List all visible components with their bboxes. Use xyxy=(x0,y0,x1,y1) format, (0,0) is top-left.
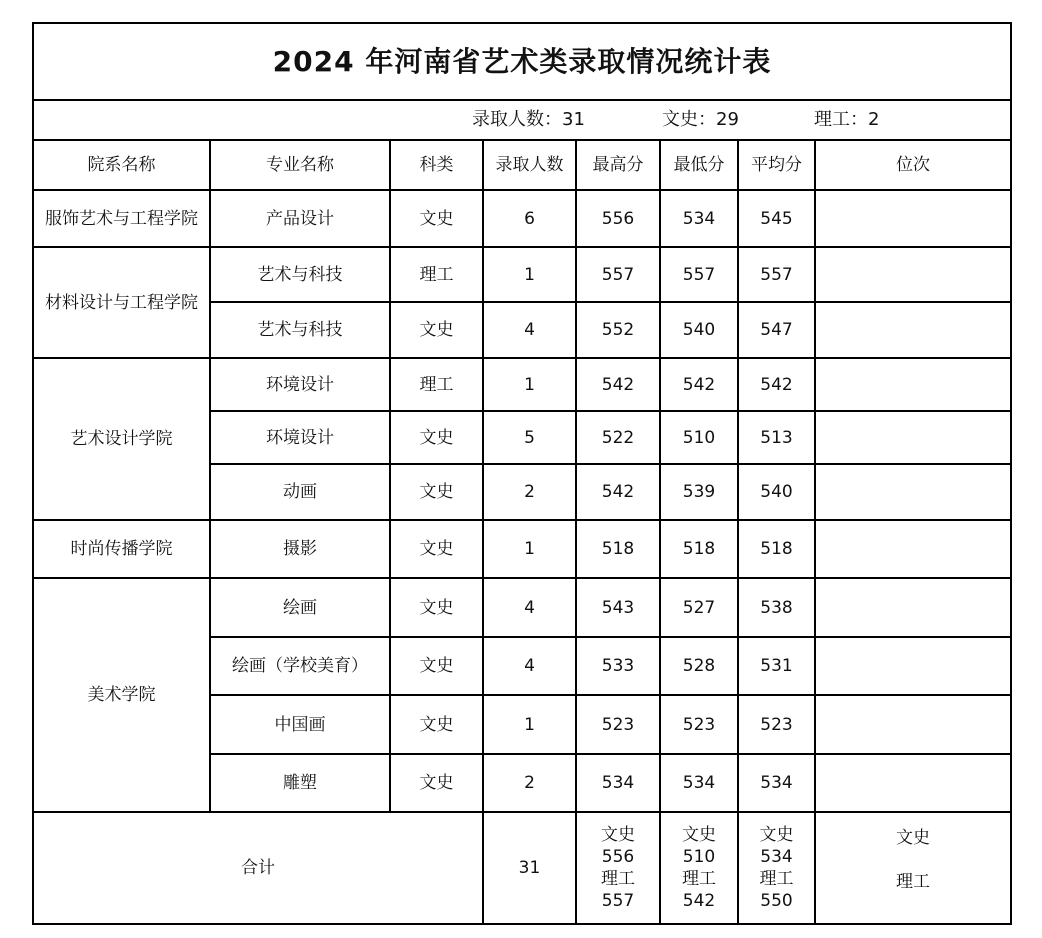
max-score-cell: 522 xyxy=(576,411,660,464)
category-cell: 文史 xyxy=(390,190,483,247)
min-score-cell: 534 xyxy=(660,754,738,812)
min-score-cell: 540 xyxy=(660,302,738,358)
max-score-cell: 523 xyxy=(576,695,660,754)
max-score-cell: 542 xyxy=(576,358,660,411)
min-score-cell: 542 xyxy=(660,358,738,411)
total-avg-cell-line: 534 xyxy=(760,847,793,867)
admitted-count-cell: 1 xyxy=(483,247,576,302)
admitted-count-cell: 6 xyxy=(483,190,576,247)
total-min-cell-line: 理工 xyxy=(682,869,716,889)
admitted-count-cell: 1 xyxy=(483,358,576,411)
header-cell: 录取人数 xyxy=(483,140,576,190)
header-cell: 最低分 xyxy=(660,140,738,190)
category-cell: 文史 xyxy=(390,754,483,812)
table-title: 2024 年河南省艺术类录取情况统计表 xyxy=(33,23,1011,100)
min-score-cell: 534 xyxy=(660,190,738,247)
category-cell: 文史 xyxy=(390,520,483,578)
total-rank-cell-line: 理工 xyxy=(896,872,930,892)
total-min-cell-line: 文史 xyxy=(682,825,716,845)
major-name-cell: 绘画（学校美育） xyxy=(210,637,390,695)
major-name-cell: 绘画 xyxy=(210,578,390,637)
admission-statistics-table xyxy=(32,22,1012,925)
college-name-cell: 美术学院 xyxy=(33,578,210,812)
table-row xyxy=(33,247,1011,302)
rank-cell xyxy=(815,637,1011,695)
rank-cell xyxy=(815,190,1011,247)
major-name-cell: 雕塑 xyxy=(210,754,390,812)
admitted-count-cell: 2 xyxy=(483,754,576,812)
rank-cell xyxy=(815,358,1011,411)
avg-score-cell: 513 xyxy=(738,411,815,464)
header-cell: 位次 xyxy=(815,140,1011,190)
total-rank-cell xyxy=(815,812,1011,924)
header-cell: 平均分 xyxy=(738,140,815,190)
table-row xyxy=(33,520,1011,578)
avg-score-cell: 557 xyxy=(738,247,815,302)
min-score-cell: 528 xyxy=(660,637,738,695)
total-min-cell xyxy=(660,812,738,924)
total-rank-cell-line: 文史 xyxy=(896,828,930,848)
category-cell: 文史 xyxy=(390,302,483,358)
admitted-count-cell: 4 xyxy=(483,302,576,358)
rank-cell xyxy=(815,411,1011,464)
total-row xyxy=(33,812,1011,924)
max-score-cell: 552 xyxy=(576,302,660,358)
total-avg-cell-line: 理工 xyxy=(759,869,794,889)
total-max-cell-line: 理工 xyxy=(601,869,635,889)
max-score-cell: 556 xyxy=(576,190,660,247)
total-min-cell-line: 542 xyxy=(682,891,716,911)
college-name-cell: 材料设计与工程学院 xyxy=(33,247,210,358)
admitted-count-cell: 1 xyxy=(483,695,576,754)
avg-score-cell: 518 xyxy=(738,520,815,578)
avg-score-cell: 534 xyxy=(738,754,815,812)
table-row xyxy=(33,578,1011,637)
avg-score-cell: 540 xyxy=(738,464,815,520)
min-score-cell: 523 xyxy=(660,695,738,754)
header-cell: 院系名称 xyxy=(33,140,210,190)
category-cell: 文史 xyxy=(390,637,483,695)
rank-cell xyxy=(815,754,1011,812)
summary-row xyxy=(33,100,1011,140)
major-name-cell: 艺术与科技 xyxy=(210,247,390,302)
rank-cell xyxy=(815,302,1011,358)
admitted-count-cell: 2 xyxy=(483,464,576,520)
total-max-cell xyxy=(576,812,660,924)
max-score-cell: 534 xyxy=(576,754,660,812)
min-score-cell: 557 xyxy=(660,247,738,302)
min-score-cell: 527 xyxy=(660,578,738,637)
rank-cell xyxy=(815,578,1011,637)
total-avg-cell-line: 文史 xyxy=(759,825,794,845)
total-avg-cell xyxy=(738,812,815,924)
header-cell: 最高分 xyxy=(576,140,660,190)
summary-total: 录取人数：31 xyxy=(472,109,585,130)
header-row xyxy=(33,140,1011,190)
college-name-cell: 时尚传播学院 xyxy=(33,520,210,578)
admitted-count-cell: 1 xyxy=(483,520,576,578)
header-cell: 科类 xyxy=(390,140,483,190)
major-name-cell: 艺术与科技 xyxy=(210,302,390,358)
total-max-cell-line: 文史 xyxy=(601,825,635,845)
total-count-cell: 31 xyxy=(483,812,576,924)
summary-science: 理工：2 xyxy=(814,109,880,130)
min-score-cell: 510 xyxy=(660,411,738,464)
category-cell: 理工 xyxy=(390,358,483,411)
category-cell: 理工 xyxy=(390,247,483,302)
major-name-cell: 环境设计 xyxy=(210,411,390,464)
max-score-cell: 533 xyxy=(576,637,660,695)
max-score-cell: 542 xyxy=(576,464,660,520)
category-cell: 文史 xyxy=(390,695,483,754)
rank-cell xyxy=(815,520,1011,578)
total-avg-cell-line: 550 xyxy=(760,891,793,911)
major-name-cell: 中国画 xyxy=(210,695,390,754)
admitted-count-cell: 5 xyxy=(483,411,576,464)
avg-score-cell: 547 xyxy=(738,302,815,358)
max-score-cell: 557 xyxy=(576,247,660,302)
major-name-cell: 产品设计 xyxy=(210,190,390,247)
total-max-cell-line: 556 xyxy=(601,847,635,867)
total-max-cell-line: 557 xyxy=(601,891,635,911)
avg-score-cell: 545 xyxy=(738,190,815,247)
admitted-count-cell: 4 xyxy=(483,637,576,695)
admitted-count-cell: 4 xyxy=(483,578,576,637)
college-name-cell: 服饰艺术与工程学院 xyxy=(33,190,210,247)
max-score-cell: 543 xyxy=(576,578,660,637)
table-row xyxy=(33,358,1011,411)
max-score-cell: 518 xyxy=(576,520,660,578)
avg-score-cell: 531 xyxy=(738,637,815,695)
major-name-cell: 环境设计 xyxy=(210,358,390,411)
rank-cell xyxy=(815,247,1011,302)
total-label-cell: 合计 xyxy=(33,812,483,924)
avg-score-cell: 538 xyxy=(738,578,815,637)
avg-score-cell: 542 xyxy=(738,358,815,411)
total-min-cell-line: 510 xyxy=(682,847,716,867)
avg-score-cell: 523 xyxy=(738,695,815,754)
min-score-cell: 518 xyxy=(660,520,738,578)
college-name-cell: 艺术设计学院 xyxy=(33,358,210,520)
category-cell: 文史 xyxy=(390,411,483,464)
rank-cell xyxy=(815,464,1011,520)
header-cell: 专业名称 xyxy=(210,140,390,190)
major-name-cell: 动画 xyxy=(210,464,390,520)
category-cell: 文史 xyxy=(390,464,483,520)
major-name-cell: 摄影 xyxy=(210,520,390,578)
summary-arts: 文史：29 xyxy=(662,109,739,130)
table-row xyxy=(33,190,1011,247)
rank-cell xyxy=(815,695,1011,754)
min-score-cell: 539 xyxy=(660,464,738,520)
category-cell: 文史 xyxy=(390,578,483,637)
